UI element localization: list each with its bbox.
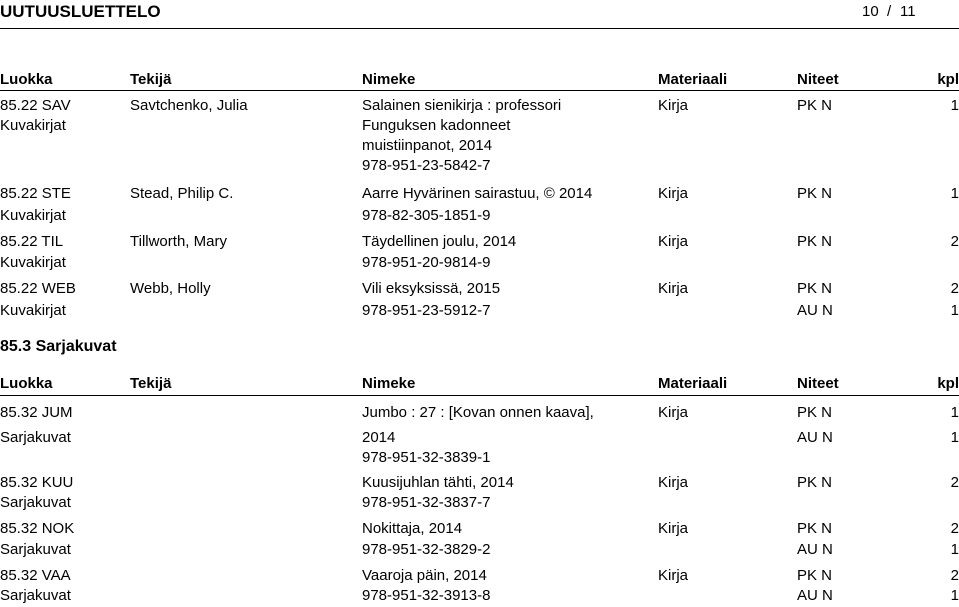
col-header-nimeke: Nimeke [362, 71, 416, 88]
col-header-niteet: Niteet [797, 71, 839, 88]
row-count: 1 [950, 404, 959, 421]
row-isbn: 978-82-305-1851-9 [362, 207, 491, 224]
row-material: Kirja [658, 280, 689, 297]
row-material: Kirja [658, 404, 689, 421]
row-class-code: 85.32 VAA [0, 567, 71, 584]
row-title-line: Nokittaja, 2014 [362, 520, 463, 537]
row-title-line: Aarre Hyvärinen sairastuu, © 2014 [362, 185, 593, 202]
row-location: PK N [797, 520, 833, 537]
row-count: 1 [950, 185, 959, 202]
col-header-nimeke: Nimeke [362, 375, 416, 392]
row-author: Tillworth, Mary [130, 233, 227, 250]
row-title-line: Vaaroja päin, 2014 [362, 567, 487, 584]
row-author: Savtchenko, Julia [130, 97, 248, 114]
row-class-code: 85.22 WEB [0, 280, 76, 297]
row-isbn: 978-951-32-3913-8 [362, 587, 491, 604]
row-isbn: 978-951-23-5912-7 [362, 302, 491, 319]
row-genre: Sarjakuvat [0, 429, 71, 446]
row-title-line: Täydellinen joulu, 2014 [362, 233, 517, 250]
row-title-line: Vili eksyksissä, 2015 [362, 280, 501, 297]
header-divider [0, 28, 959, 29]
row-class-code: 85.32 JUM [0, 404, 73, 421]
row-title-line: Jumbo : 27 : [Kovan onnen kaava], [362, 404, 594, 421]
row-isbn: 978-951-32-3829-2 [362, 541, 491, 558]
col-header-luokka: Luokka [0, 71, 53, 88]
row-genre: Sarjakuvat [0, 541, 71, 558]
row-count: 2 [950, 520, 959, 537]
row-count: 2 [950, 474, 959, 491]
table-header-divider [0, 395, 959, 396]
row-material: Kirja [658, 97, 689, 114]
row-count: 1 [950, 587, 959, 604]
row-count: 2 [950, 280, 959, 297]
row-isbn: 978-951-32-3837-7 [362, 494, 491, 511]
row-count: 1 [950, 302, 959, 319]
page-number-current: 10 [862, 3, 879, 20]
row-location: AU N [797, 302, 833, 319]
row-location: PK N [797, 567, 833, 584]
row-author: Webb, Holly [130, 280, 211, 297]
row-count: 1 [950, 97, 959, 114]
row-genre: Sarjakuvat [0, 494, 71, 511]
row-genre: Sarjakuvat [0, 587, 71, 604]
col-header-kpl: kpl [937, 375, 959, 392]
page-number-separator: / [887, 3, 892, 20]
row-count: 2 [950, 567, 959, 584]
row-class-code: 85.22 TIL [0, 233, 64, 250]
row-location: PK N [797, 185, 833, 202]
row-isbn: 978-951-23-5842-7 [362, 157, 491, 174]
row-author: Stead, Philip C. [130, 185, 234, 202]
row-location: AU N [797, 587, 833, 604]
row-count: 1 [950, 541, 959, 558]
col-header-tekija: Tekijä [130, 71, 172, 88]
col-header-niteet: Niteet [797, 375, 839, 392]
col-header-materiaali: Materiaali [658, 375, 728, 392]
row-genre: Kuvakirjat [0, 207, 66, 224]
row-material: Kirja [658, 233, 689, 250]
row-count: 1 [950, 429, 959, 446]
col-header-luokka: Luokka [0, 375, 53, 392]
row-title-line: Kuusijuhlan tähti, 2014 [362, 474, 514, 491]
row-material: Kirja [658, 185, 689, 202]
col-header-tekija: Tekijä [130, 375, 172, 392]
row-location: PK N [797, 280, 833, 297]
row-title-line: Salainen sienikirja : professori [362, 97, 562, 114]
document-title: UUTUUSLUETTELO [0, 2, 161, 21]
row-isbn: 978-951-20-9814-9 [362, 254, 491, 271]
row-class-code: 85.22 SAV [0, 97, 71, 114]
row-location: PK N [797, 97, 833, 114]
row-location: AU N [797, 541, 833, 558]
page-number-total: 11 [900, 3, 916, 20]
section-title: 85.3 Sarjakuvat [0, 338, 117, 355]
row-material: Kirja [658, 474, 689, 491]
row-location: PK N [797, 233, 833, 250]
row-title-line: Funguksen kadonneet [362, 117, 511, 134]
row-class-code: 85.32 KUU [0, 474, 74, 491]
row-title-line: 2014 [362, 429, 396, 446]
row-class-code: 85.32 NOK [0, 520, 75, 537]
col-header-materiaali: Materiaali [658, 71, 728, 88]
row-location: AU N [797, 429, 833, 446]
row-genre: Kuvakirjat [0, 254, 66, 271]
row-genre: Kuvakirjat [0, 117, 66, 134]
col-header-kpl: kpl [937, 71, 959, 88]
row-location: PK N [797, 474, 833, 491]
row-material: Kirja [658, 567, 689, 584]
table-header-divider [0, 90, 959, 91]
row-material: Kirja [658, 520, 689, 537]
row-count: 2 [950, 233, 959, 250]
row-genre: Kuvakirjat [0, 302, 66, 319]
row-class-code: 85.22 STE [0, 185, 71, 202]
row-location: PK N [797, 404, 833, 421]
row-title-line: muistiinpanot, 2014 [362, 137, 493, 154]
row-isbn: 978-951-32-3839-1 [362, 449, 491, 466]
